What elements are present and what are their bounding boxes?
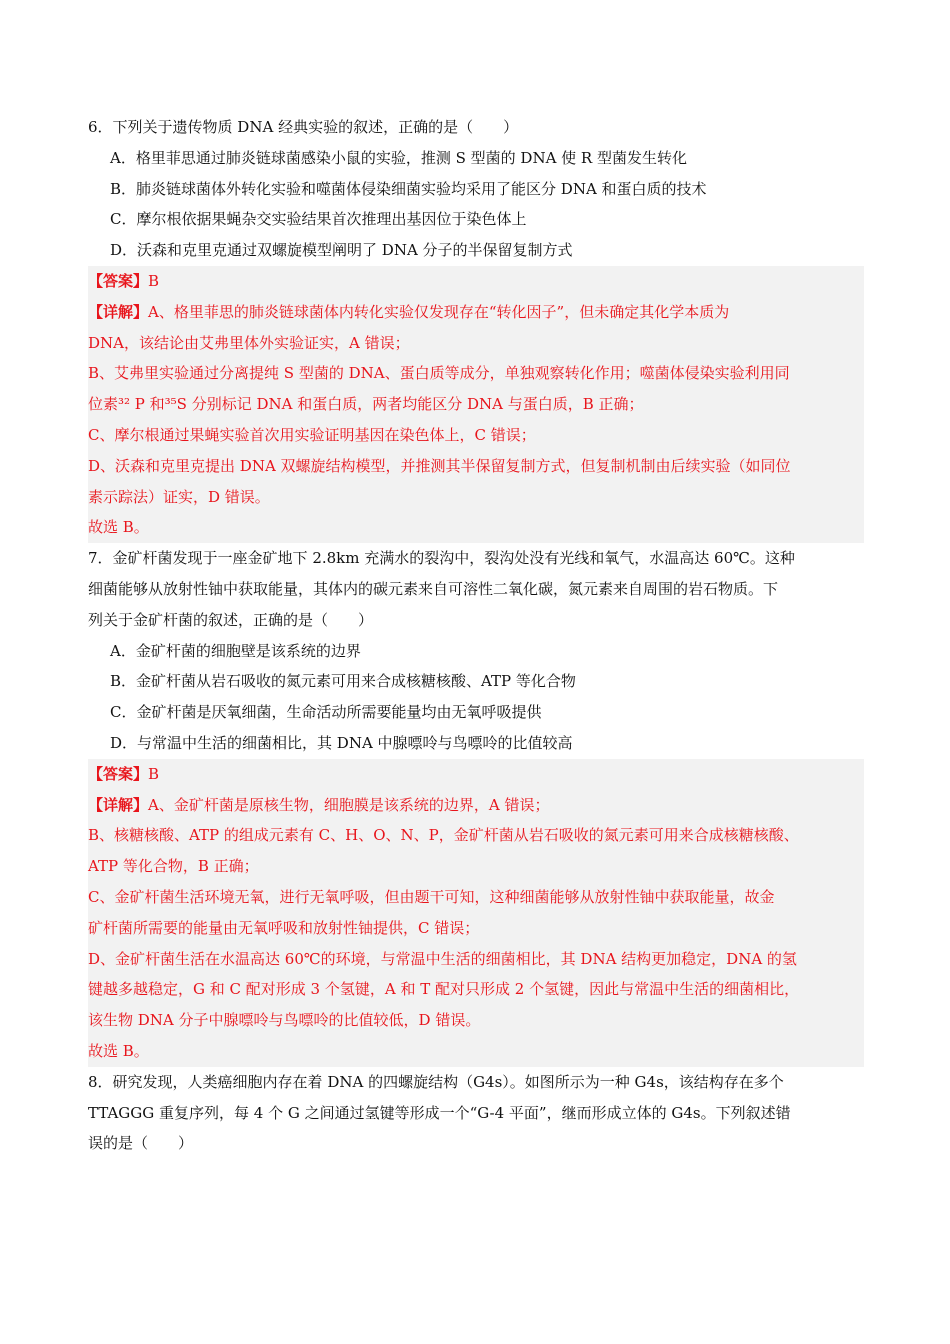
- answer-tag: 【答案】: [88, 271, 149, 290]
- question-6-option-b: B．肺炎链球菌体外转化实验和噬菌体侵染细菌实验均采用了能区分 DNA 和蛋白质的技术: [110, 179, 707, 198]
- question-8-stem-line: 8．研究发现，人类癌细胞内存在着 DNA 的四螺旋结构（G4s）。如图所示为一种 G4s，该结构存在多个: [88, 1072, 784, 1091]
- document-page: [88, 112, 864, 1159]
- question-7-option-c: C．金矿杆菌是厌氧细菌，生命活动所需要能量均由无氧呼吸提供: [110, 703, 542, 722]
- question-7-answer: [88, 759, 864, 790]
- question-6-answer-block: [88, 266, 864, 543]
- question-7-stem-line: 7．金矿杆菌发现于一座金矿地下 2.8km 充满水的裂沟中，裂沟处没有光线和氧气，水温高达 60℃。这种: [88, 549, 795, 568]
- question-7-option-d: D．与常温中生活的细菌相比，其 DNA 中腺嘌呤与鸟嘌呤的比值较高: [110, 733, 573, 752]
- question-6-detail-line: 位素³² P 和³⁵S 分别标记 DNA 和蛋白质，两者均能区分 DNA 与蛋白质，B 正确；: [88, 395, 644, 414]
- question-6-stem: 6．下列关于遗传物质 DNA 经典实验的叙述，正确的是（ ）: [88, 118, 519, 136]
- question-6-detail-line: [88, 297, 864, 328]
- question-7-detail-line: D、金矿杆菌生活在水温高达 60℃的环境，与常温中生活的细菌相比，其 DNA 结构更加稳定，DNA 的氢: [88, 949, 797, 968]
- detail-tag: 【详解】: [88, 795, 149, 814]
- question-7-answer-block: [88, 759, 864, 1067]
- detail-text: A、金矿杆菌是原核生物，细胞膜是该系统的边界，A 错误；: [148, 795, 550, 814]
- detail-text: A、格里菲思的肺炎链球菌体内转化实验仅发现存在“转化因子”，但未确定其化学本质为: [148, 302, 730, 321]
- question-6-detail-line: DNA，该结论由艾弗里体外实验证实，A 错误；: [88, 333, 410, 352]
- question-8-stem-line: TTAGGG 重复序列，每 4 个 G 之间通过氢键等形成一个“G-4 平面”，继而形成立体的 G4s。下列叙述错: [88, 1103, 791, 1122]
- question-7-detail-line: B、核糖核酸、ATP 的组成元素有 C、H、O、N、P，金矿杆菌从岩石吸收的氮元素可用来合成核糖核酸、: [88, 826, 799, 845]
- answer-value: B: [148, 271, 160, 290]
- question-6-option-a: A．格里菲思通过肺炎链球菌感染小鼠的实验，推测 S 型菌的 DNA 使 R 型菌发生转化: [110, 148, 687, 167]
- question-6-detail-line: D、沃森和克里克提出 DNA 双螺旋结构模型，并推测其半保留复制方式，但复制机制由后续实验（如同位: [88, 456, 791, 475]
- question-6-detail-line: C、摩尔根通过果蝇实验首次用实验证明基因在染色体上，C 错误；: [88, 425, 536, 444]
- question-7-detail-line: 矿杆菌所需要的能量由无氧呼吸和放射性铀提供，C 错误；: [88, 918, 480, 937]
- question-6-answer: [88, 266, 864, 297]
- question-7-detail-line: [88, 790, 864, 821]
- question-8-stem-line: 误的是（ ）: [88, 1134, 194, 1153]
- question-7-option-a: A．金矿杆菌的细胞壁是该系统的边界: [110, 641, 361, 660]
- question-7-stem-line: 列关于金矿杆菌的叙述，正确的是（ ）: [88, 610, 374, 629]
- question-6-conclusion: 故选 B。: [88, 518, 149, 537]
- answer-tag: 【答案】: [88, 764, 149, 783]
- answer-value: B: [148, 764, 160, 783]
- question-6-option-c: C．摩尔根依据果蝇杂交实验结果首次推理出基因位于染色体上: [110, 210, 527, 229]
- question-7-detail-line: 该生物 DNA 分子中腺嘌呤与鸟嘌呤的比值较低，D 错误。: [88, 1011, 481, 1030]
- question-6-option-d: D．沃森和克里克通过双螺旋模型阐明了 DNA 分子的半保留复制方式: [110, 241, 573, 260]
- question-7-detail-line: ATP 等化合物，B 正确；: [88, 857, 259, 876]
- question-6-detail-line: 素示踪法）证实，D 错误。: [88, 487, 270, 506]
- question-7-detail-line: 键越多越稳定，G 和 C 配对形成 3 个氢键，A 和 T 配对只形成 2 个氢键，因此与常温中生活的细菌相比，: [88, 980, 800, 999]
- question-7-detail-line: C、金矿杆菌生活环境无氧，进行无氧呼吸，但由题干可知，这种细菌能够从放射性铀中获取能量，故金: [88, 887, 775, 906]
- question-7-option-b: B．金矿杆菌从岩石吸收的氮元素可用来合成核糖核酸、ATP 等化合物: [110, 672, 576, 691]
- question-7-conclusion: 故选 B。: [88, 1041, 149, 1060]
- detail-tag: 【详解】: [88, 302, 149, 321]
- question-6-detail-line: B、艾弗里实验通过分离提纯 S 型菌的 DNA、蛋白质等成分，单独观察转化作用；噬菌体侵染实验利用同: [88, 364, 790, 383]
- question-7-stem-line: 细菌能够从放射性铀中获取能量，其体内的碳元素来自可溶性二氧化碳，氮元素来自周围的岩石物质。下: [88, 579, 779, 598]
